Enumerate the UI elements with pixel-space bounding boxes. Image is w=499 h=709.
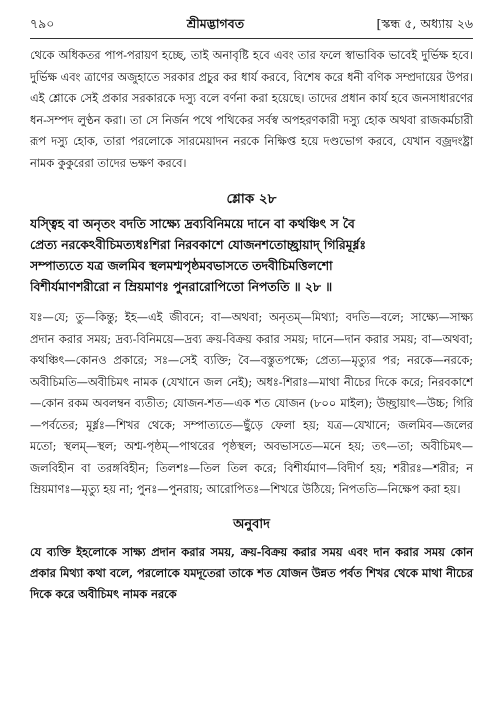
verse-line: সম্পাত্যতে যত্র জলমিব স্থলমশ্মপৃষ্ঠমবভাসতে তদবীচিমত্তিলশো [30, 258, 333, 273]
translation-paragraph: যে ব্যক্তি ইহলোকে সাক্ষ্য প্রদান করার সময়, ক্রয়-বিক্রয় করার সময় এবং দান করার সময় কোন প্রকার মিথ্যা কথা বলে, পরলোকে যমদূতেরা তাকে শত যোজন উন্নত পর্বত শিখর থেকে মাথা নীচের দিকে করে অবীচিমৎ নামক নরকে [30, 544, 473, 601]
verse-text [30, 213, 473, 297]
verse-line: যস্ত্বিহ বা অনৃতং বদতি সাক্ষ্যে দ্রব্যবিনিময়ে দানে বা কথঞ্চিৎ স বৈ [30, 216, 355, 231]
synonyms-paragraph: যঃ—যে; তু—কিন্তু; ইহ—এই জীবনে; বা—অথবা; অনৃতম্—মিথ্যা; বদতি—বলে; সাক্ষ্যে—সাক্ষ্য প্রদান করার সময়; দ্রব্য-বিনিময়ে—দ্রব্য ক্রয়-বিক্রয় করার সময়; দানে—দান করার সময়; বা—অথবা; কথঞ্চিৎ—কোনও প্রকারে; সঃ—সেই ব্যক্তি; বৈ—বস্তুতপক্ষে; প্রেত্য—মৃত্যুর পর; নরকে—নরকে; অবীচিমতি—অবীচিমৎ নামক (যেখানে জল নেই); অধঃ-শিরাঃ—মাথা নীচের দিকে করে; নিরবকাশে—কোন রকম অবলম্বন ব্যতীত; যোজন-শত—এক শত যোজন (৮০০ মাইল); উচ্ছ্রায়াৎ—উচ্চ; গিরি—পর্বতের; মূর্ধ্নঃ—শিখর থেকে; সম্পাত্যতে—ছুঁড়ে ফেলা হয়; যত্র—যেখানে; জলমিব—জলের মতো; স্থলম্—স্থল; অশ্ম-পৃষ্ঠম্—পাথরের পৃষ্ঠস্থল; অবভাসতে—মনে হয়; তৎ—তা; অবীচিমৎ—জলবিহীন বা তরঙ্গবিহীন; তিলশঃ—তিল তিল করে; বিশীর্যমাণ—বিদীর্ণ হয়; শরীরঃ—শরীর; ন ম্রিয়মাণঃ—মৃত্যু হয় না; পুনঃ—পুনরায়; আরোপিতঃ—শিখরে উঠিয়ে; নিপততি—নিক্ষেপ করা হয়। [30, 311, 473, 496]
page-number: ৭৯০ [30, 16, 55, 31]
translation-heading: অনুবাদ [233, 516, 270, 532]
verse-heading: শ্লোক ২৮ [226, 191, 277, 207]
verse-line: প্রেত্য নরকেঽবীচিমত্যধঃশিরা নিরবকাশে যোজনশতোচ্ছ্রায়াদ্ গিরিমূর্ধ্নঃ [30, 237, 366, 252]
verse-line: বিশীর্যমাণশরীরো ন ম্রিয়মাণঃ পুনরারোপিতো নিপততি ॥ ২৮ ॥ [30, 279, 333, 294]
book-title: শ্রীমদ্ভাগবত [186, 16, 245, 31]
page-header [30, 16, 473, 34]
purport-paragraph: থেকে অধিকতর পাপ-পরায়ণ হচ্ছে, তাই অনাবৃষ্টি হবে এবং তার ফলে স্বাভাবিক ভাবেই দুর্ভিক্ষ হবে। দুর্ভিক্ষ এবং ত্রাণের অজুহাতে সরকার প্রচুর কর ধার্য করবে, বিশেষ করে ধনী বণিক সম্প্রদায়ের উপর। এই শ্লোকে সেই প্রকার সরকারকে দস্যু বলে বর্ণনা করা হয়েছে। তাদের প্রধান কার্য হবে জনসাধারণের ধন-সম্পদ লুণ্ঠন করা। তা সে নির্জন পথে পথিকের সর্বস্ব অপহরণকারী দস্যু হোক অথবা রাজকর্মচারী রূপ দস্যু হোক, তারা পরলোকে সারমেয়াদন নরকে নিক্ষিপ্ত হয়ে দণ্ডভোগ করবে, যেখান বজ্রদংষ্ট্রা নামক কুকুরেরা তাদের ভক্ষণ করবে। [30, 49, 473, 170]
header-divider [30, 38, 473, 39]
chapter-reference: [স্কন্ধ ৫, অধ্যায় ২৬ [376, 16, 473, 31]
